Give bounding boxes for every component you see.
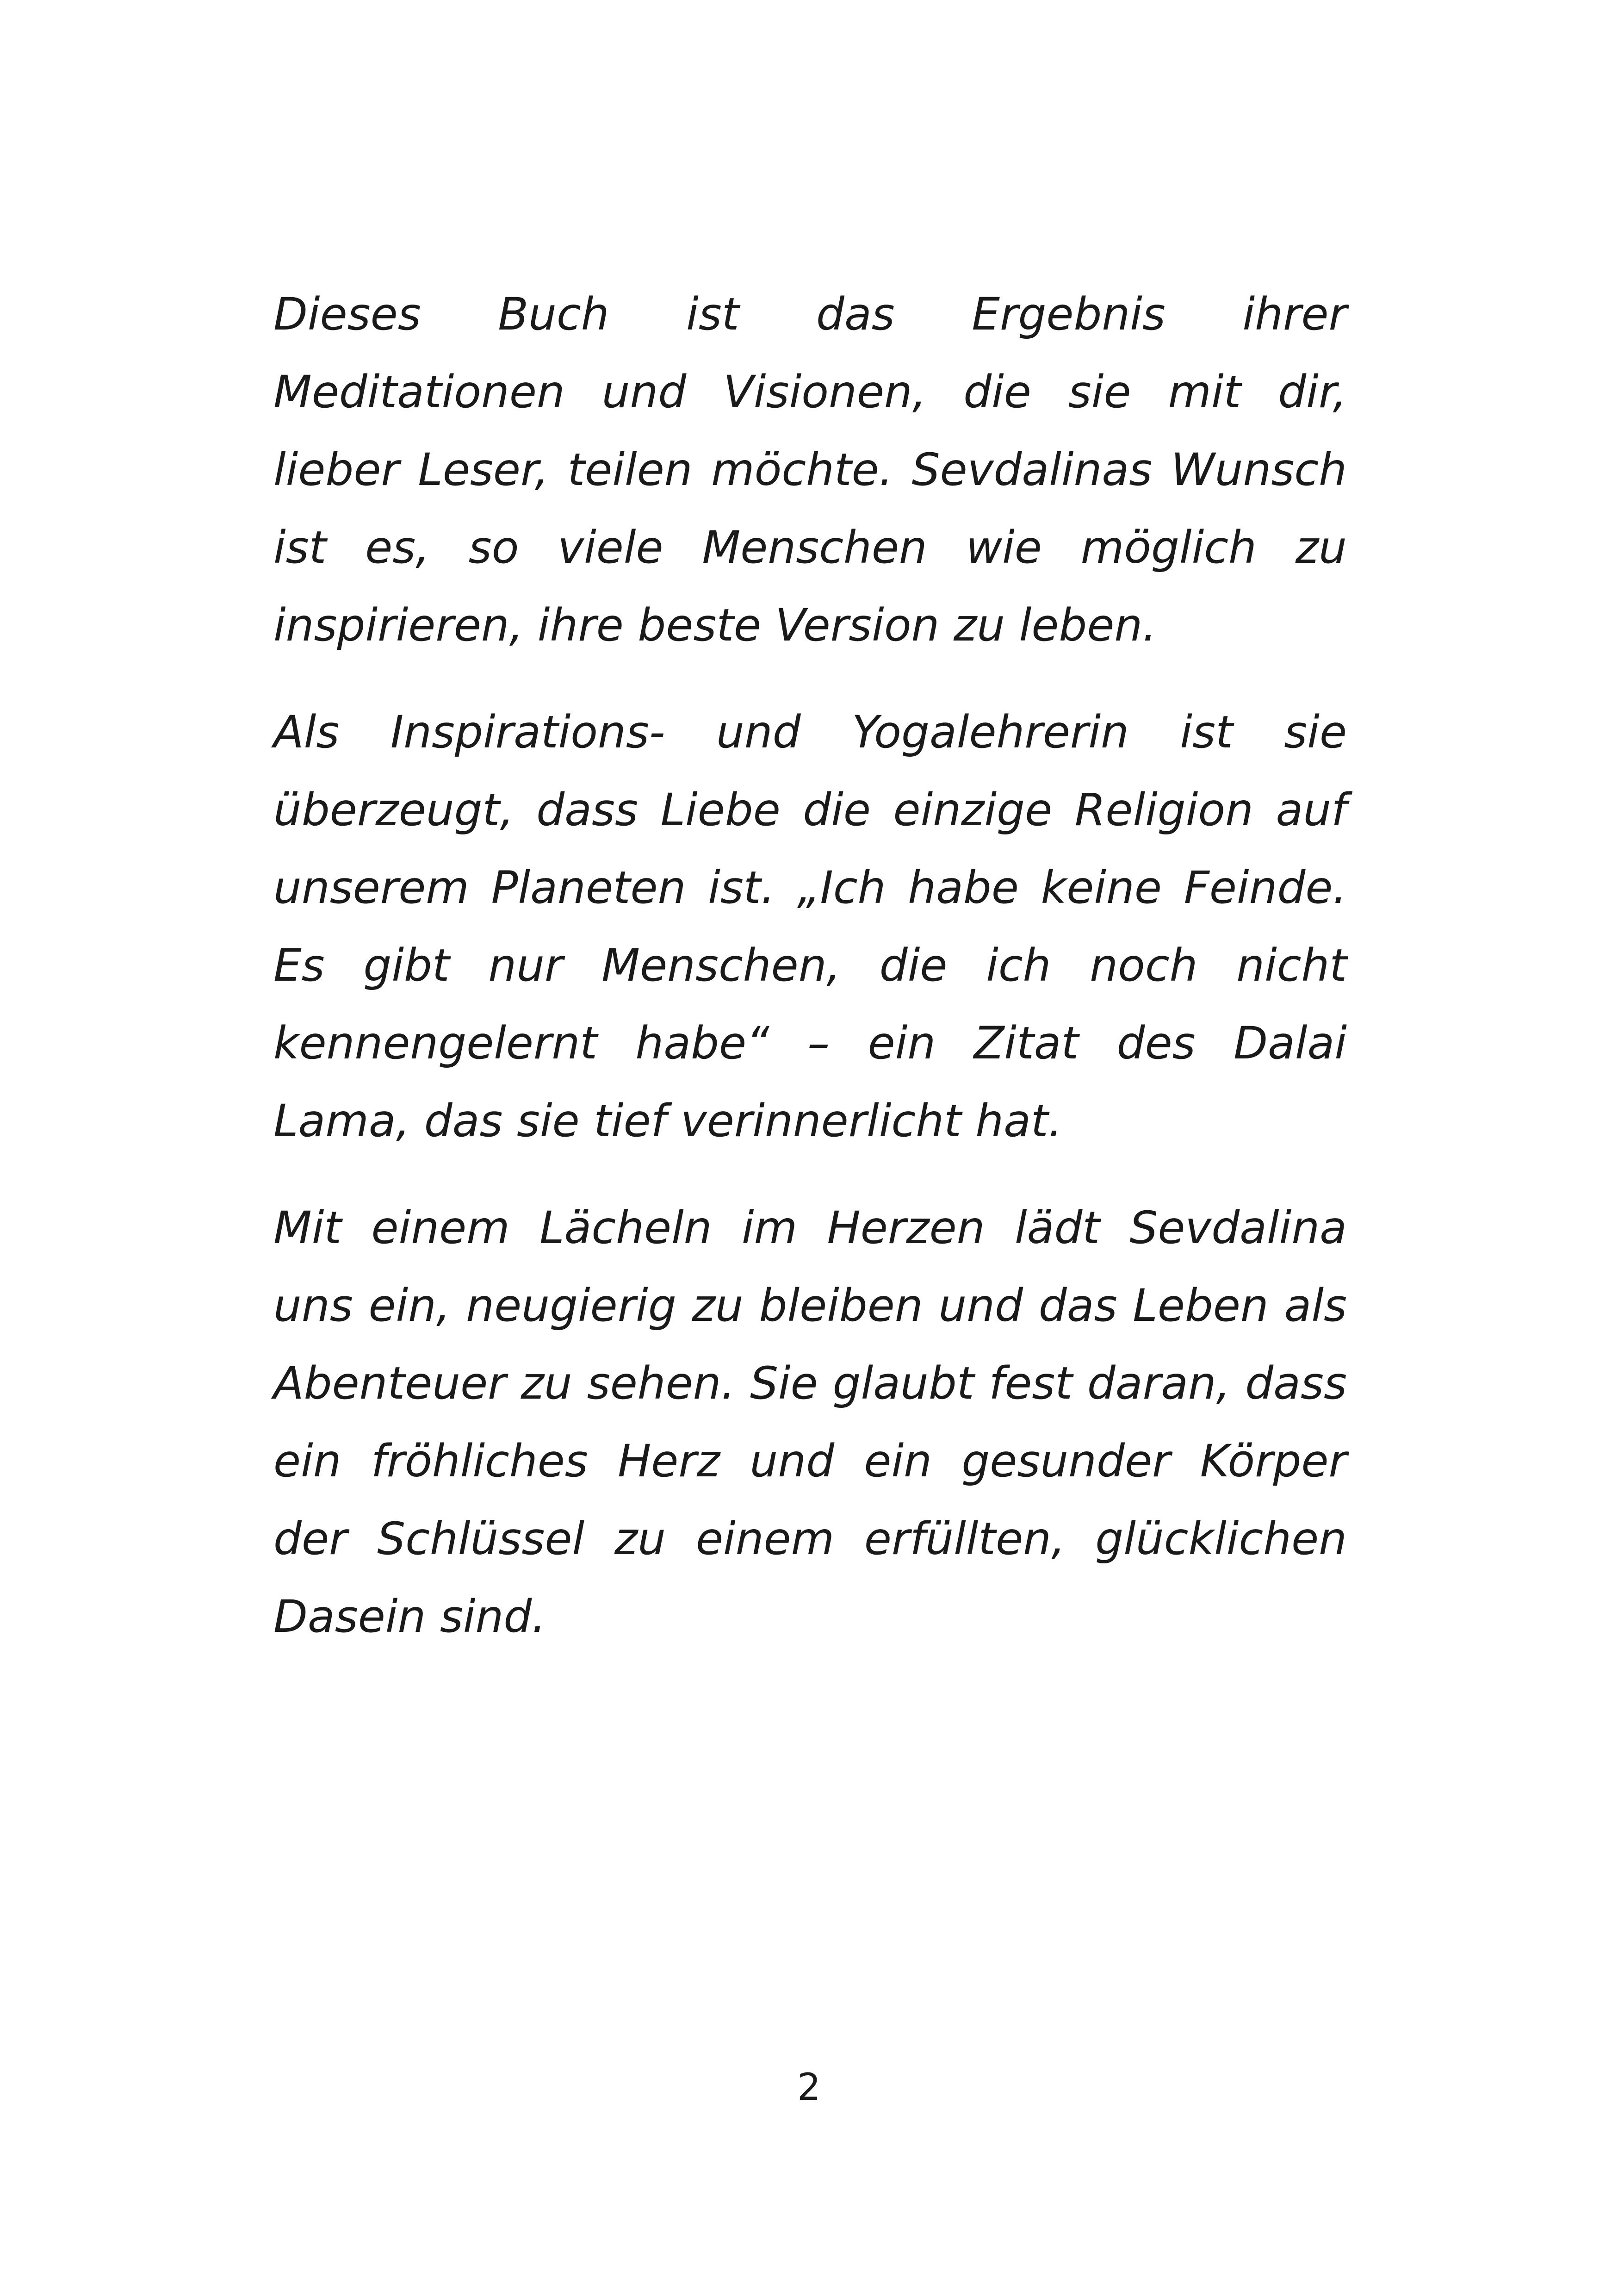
- text-line: Mit einem Lächeln im Herzen lädt Sevdalina: [273, 1202, 1347, 1254]
- text-line: Meditationen und Visionen, die sie mit dir,: [273, 366, 1347, 418]
- text-line: kennengelernt habe“ – ein Zitat des Dalai: [273, 1017, 1347, 1069]
- text-line: lieber Leser, teilen möchte. Sevdalinas Wunsch: [273, 444, 1347, 496]
- text-line: Als Inspirations- und Yogalehrerin ist sie: [273, 706, 1347, 758]
- text-line: uns ein, neugierig zu bleiben und das Leben als: [273, 1280, 1347, 1332]
- text-line: inspirieren, ihre beste Version zu leben.: [273, 599, 1157, 651]
- paragraph-2: [273, 693, 1347, 1160]
- text-line: Lama, das sie tief verinnerlicht hat.: [273, 1095, 1063, 1147]
- paragraph-3: [273, 1189, 1347, 1655]
- text-line: überzeugt, dass Liebe die einzige Religion auf: [273, 784, 1347, 836]
- text-line: der Schlüssel zu einem erfüllten, glücklichen: [273, 1513, 1347, 1565]
- body-text: [273, 275, 1347, 1685]
- text-line: Dieses Buch ist das Ergebnis ihrer: [273, 288, 1347, 340]
- page-number: 2: [797, 2066, 821, 2109]
- text-line: Dasein sind.: [273, 1591, 546, 1643]
- text-line: Abenteuer zu sehen. Sie glaubt fest daran, dass: [273, 1357, 1347, 1409]
- text-line: ein fröhliches Herz und ein gesunder Körper: [273, 1435, 1347, 1487]
- text-line: ist es, so viele Menschen wie möglich zu: [273, 522, 1347, 573]
- text-line: unserem Planeten ist. „Ich habe keine Feinde.: [273, 862, 1347, 914]
- text-line: Es gibt nur Menschen, die ich noch nicht: [273, 940, 1347, 991]
- paragraph-1: [273, 275, 1347, 664]
